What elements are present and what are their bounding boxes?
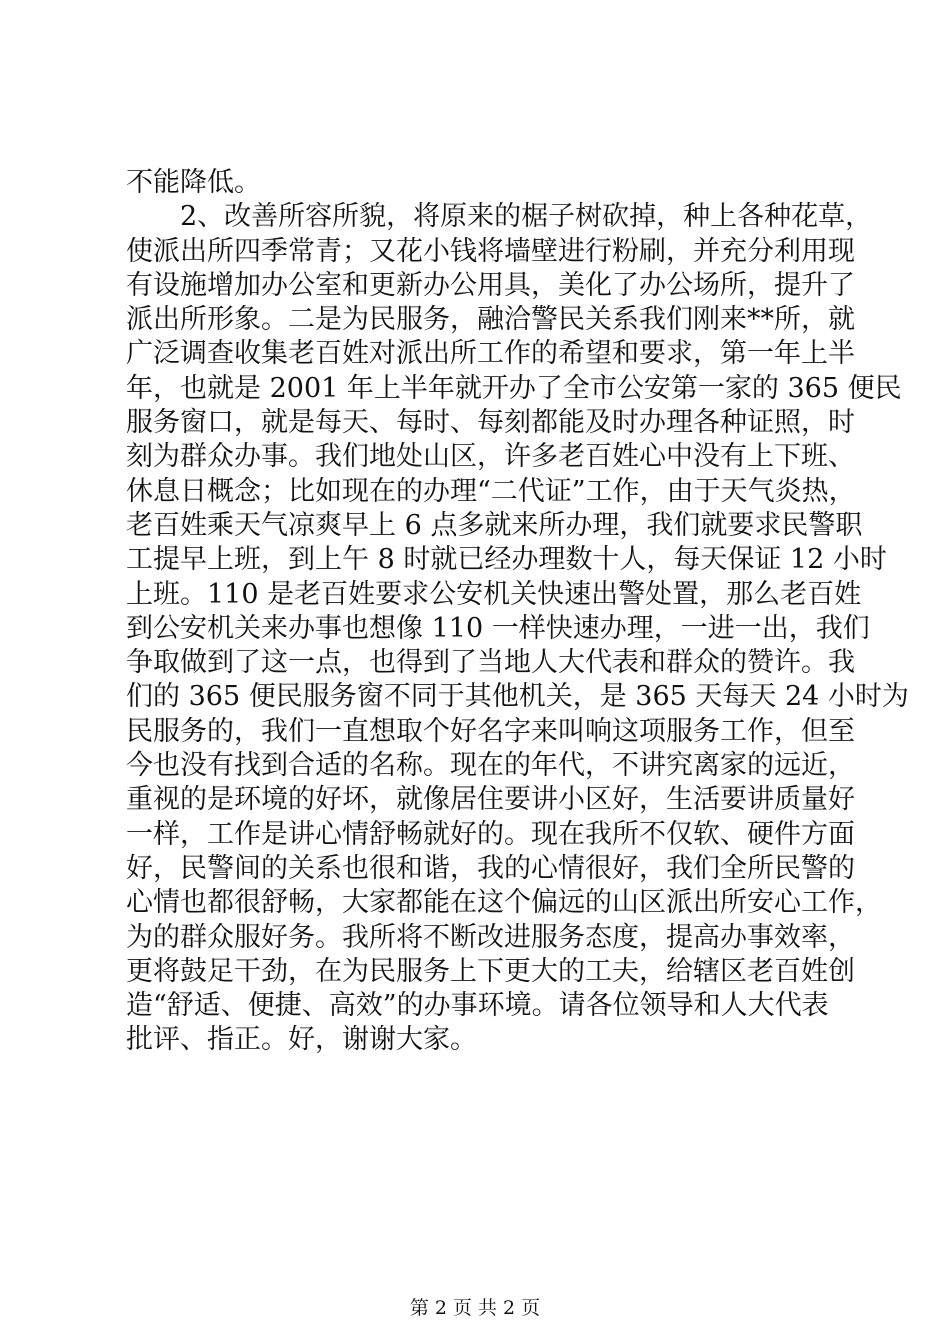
paragraph-start-line: 2、改善所容所貌，将原来的椐子树砍掉，种上各种花草， [180, 201, 873, 233]
paragraph-end-line: 批评、指正。好，谢谢大家。 [126, 1024, 477, 1056]
text-line: 有设施增加办公室和更新办公用具，美化了办公场所，提升了 [126, 269, 855, 301]
text-line: 派出所形象。二是为民服务，融洽警民关系我们刚来**所，就 [126, 304, 855, 336]
text-line: 造“舒适、便捷、高效”的办事环境。请各位领导和人大代表 [126, 990, 829, 1022]
text-line: 年，也就是 2001 年上半年就开办了全市公安第一家的 365 便民 [126, 372, 902, 404]
page-number-footer: 第 2 页 共 2 页 [409, 1297, 541, 1319]
text-line: 到公安机关来办事也想像 110 一样快速办理，一进一出，我们 [126, 612, 870, 644]
text-line: 为的群众服好务。我所将不断改进服务态度，提高办事效率， [126, 921, 855, 953]
text-line: 上班。110 是老百姓要求公安机关快速出警处置，那么老百姓 [126, 578, 862, 610]
text-line: 工提早上班，到上午 8 时就已经办理数十人，每天保证 12 小时 [126, 544, 887, 576]
text-line: 今也没有找到合适的名称。现在的年代，不讲究离家的远近， [126, 750, 855, 782]
text-line: 休息日概念；比如现在的办理“二代证”工作，由于天气炎热， [126, 475, 856, 507]
text-line: 心情也都很舒畅，大家都能在这个偏远的山区派出所安心工作， [126, 887, 882, 919]
text-line: 服务窗口，就是每天、每时、每刻都能及时办理各种证照，时 [126, 407, 855, 439]
text-line: 使派出所四季常青；又花小钱将墙壁进行粉刷，并充分利用现 [126, 235, 855, 267]
text-line: 一样，工作是讲心情舒畅就好的。现在我所不仅软、硬件方面 [126, 818, 855, 850]
text-line: 好，民警间的关系也很和谐，我的心情很好，我们全所民警的 [126, 852, 855, 884]
text-line: 广泛调查收集老百姓对派出所工作的希望和要求，第一年上半 [126, 338, 855, 370]
text-line: 刻为群众办事。我们地处山区，许多老百姓心中没有上下班、 [126, 441, 855, 473]
document-body [126, 166, 909, 1058]
text-line: 争取做到了这一点，也得到了当地人大代表和群众的赞许。我 [126, 647, 855, 679]
text-line: 不能降低。 [126, 167, 261, 198]
text-line: 重视的是环境的好坏，就像居住要讲小区好，生活要讲质量好 [126, 784, 855, 816]
text-line: 们的 365 便民服务窗不同于其他机关，是 365 天每天 24 小时为 [126, 681, 909, 713]
text-line: 老百姓乘天气凉爽早上 6 点多就来所办理，我们就要求民警职 [126, 509, 863, 541]
text-line: 民服务的，我们一直想取个好名字来叫响这项服务工作，但至 [126, 715, 855, 747]
text-line: 更将鼓足干劲，在为民服务上下更大的工夫，给辖区老百姓创 [126, 955, 855, 987]
